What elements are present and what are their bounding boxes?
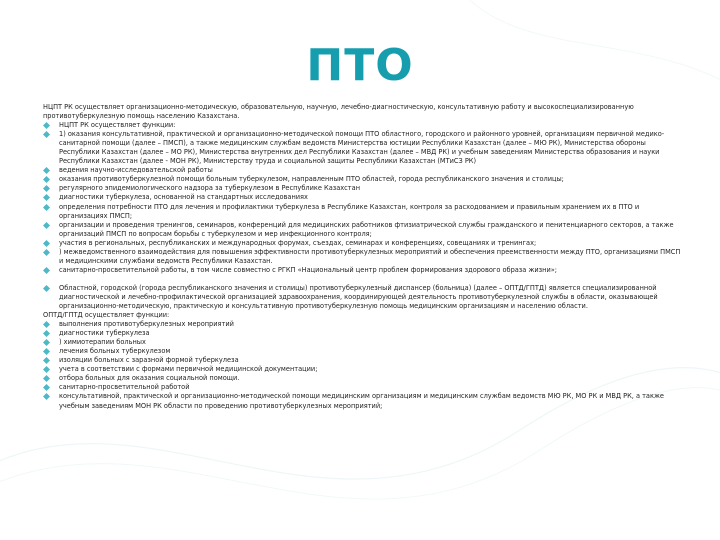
list-item: регулярного эпидемиологического надзора за туберкулезом в Республике Казахстан: [43, 184, 683, 193]
list-item: ) межведомственного взаимодействия для повышения эффективности противотуберкулезных мероприятий и обеспечения преемственности между ПТО, организациями ПМСП и медицинскими службами ведомств Республики Казахстан.: [43, 248, 683, 266]
list-item: консультативной, практической и организационно-методической помощи медицинским организациям и медицинским службам ведомств МЮ РК, МО РК и МВД РК, а также учебным заведениям МОН РК области по проведению противотуберкулезных мероприятий;: [43, 392, 683, 410]
bullet-icon: [43, 375, 50, 382]
bullet-icon: [43, 393, 50, 400]
bullet-icon: [43, 131, 50, 138]
bullet-icon: [43, 267, 50, 274]
slide-body: [43, 103, 683, 411]
list-item: выполнения противотуберкулезных мероприятий: [43, 320, 683, 329]
bullet-icon: [43, 249, 50, 256]
bullet-icon: [43, 185, 50, 192]
bullet-icon: [43, 366, 50, 373]
list-item: участия в региональных, республиканских и международных форумах, съездах, семинарах и конференциях, совещаниях и тренингах;: [43, 239, 683, 248]
section2: [43, 284, 683, 411]
list-item: ведения научно-исследовательской работы: [43, 166, 683, 175]
list-item: диагностики туберкулеза: [43, 329, 683, 338]
slide-title: ПТО: [306, 40, 414, 91]
bullet-icon: [43, 348, 50, 355]
list-item: санитарно-просветительной работы, в том числе совместно с РГКП «Национальный центр проблем формирования здорового образа жизни»;: [43, 266, 683, 275]
bullet-icon: [43, 321, 50, 328]
list-item: диагностики туберкулеза, основанной на стандартных исследованиях: [43, 193, 683, 202]
list-item: определения потребности ПТО для лечения и профилактики туберкулеза в Республике Казахстан, контроля за расходованием и правильным хранением их в ПТО и организациях ПМСП;: [43, 203, 683, 221]
bullet-icon: [43, 285, 50, 292]
bullet-icon: [43, 122, 50, 129]
bullet-icon: [43, 240, 50, 247]
bullet-icon: [43, 330, 50, 337]
lead-item: Областной, городской (города республиканского значения и столицы) противотуберкулезный диспансер (больница) (далее – ОПТД/ГПТД) является специализированной диагностической и лечебно-профилактической организацией здравоохранения, координирующей деятельность противотуберкулезной службы в области, оказывающей организационно-методическую, практическую и консультативную противотуберкулезную помощь медицинским организациям и населению области.: [43, 284, 683, 311]
list-item: 1) оказания консультативной, практической и организационно-методической помощи ПТО областного, городского и районного уровней, организациям первичной медико-санитарной помощи (далее – ПМСП), а также медицинским службам ведомств Министерства юстиции Республики Казахстан (далее – МЮ РК), Министерства обороны Республики Казахстан (далее – МО РК), Министерства внутренних дел Республики Казахстан (далее – МВД РК) и учебным заведениям Министерства образования и науки Республики Казахстан (далее - МОН РК), Министерству труда и социальной защиты Республики Казахстан (МТиСЗ РК): [43, 130, 683, 166]
list-item: лечения больных туберкулезом: [43, 347, 683, 356]
list-item: ) химиотерапии больных: [43, 338, 683, 347]
bullet-icon: [43, 204, 50, 211]
bullet-icon: [43, 194, 50, 201]
list-item: санитарно-просветительной работой: [43, 383, 683, 392]
list-item: отбора больных для оказания социальной помощи.: [43, 374, 683, 383]
list-item: НЦПТ РК осуществляет функции:: [43, 121, 683, 130]
bullet-icon: [43, 339, 50, 346]
section2-heading: ОПТД/ГПТД осуществляет функции:: [43, 311, 170, 320]
list-item: учета в соответствии с формами первичной медицинской документации;: [43, 365, 683, 374]
bullet-icon: [43, 222, 50, 229]
list-item: организации и проведения тренингов, семинаров, конференций для медицинских работников фтизиатрической службы гражданского и пенитенциарного секторов, а также организаций ПМСП по вопросам борьбы с туберкулезом и мер инфекционного контроля;: [43, 221, 683, 239]
intro-text: НЦПТ РК осуществляет организационно-методическую, образовательную, научную, лечебно-диагностическую, консультативную работу и высокоспециализированную противотуберкулезную помощь населению Казахстана.: [43, 103, 634, 121]
bullet-icon: [43, 357, 50, 364]
section1-list: [43, 121, 683, 275]
section-gap: [43, 275, 683, 284]
list-item: оказания противотуберкулезной помощи больным туберкулезом, направленным ПТО областей, города республиканского значения и столицы;: [43, 175, 683, 184]
bullet-icon: [43, 176, 50, 183]
list-item: изоляции больных с заразной формой туберкулеза: [43, 356, 683, 365]
bullet-icon: [43, 384, 50, 391]
bullet-icon: [43, 167, 50, 174]
